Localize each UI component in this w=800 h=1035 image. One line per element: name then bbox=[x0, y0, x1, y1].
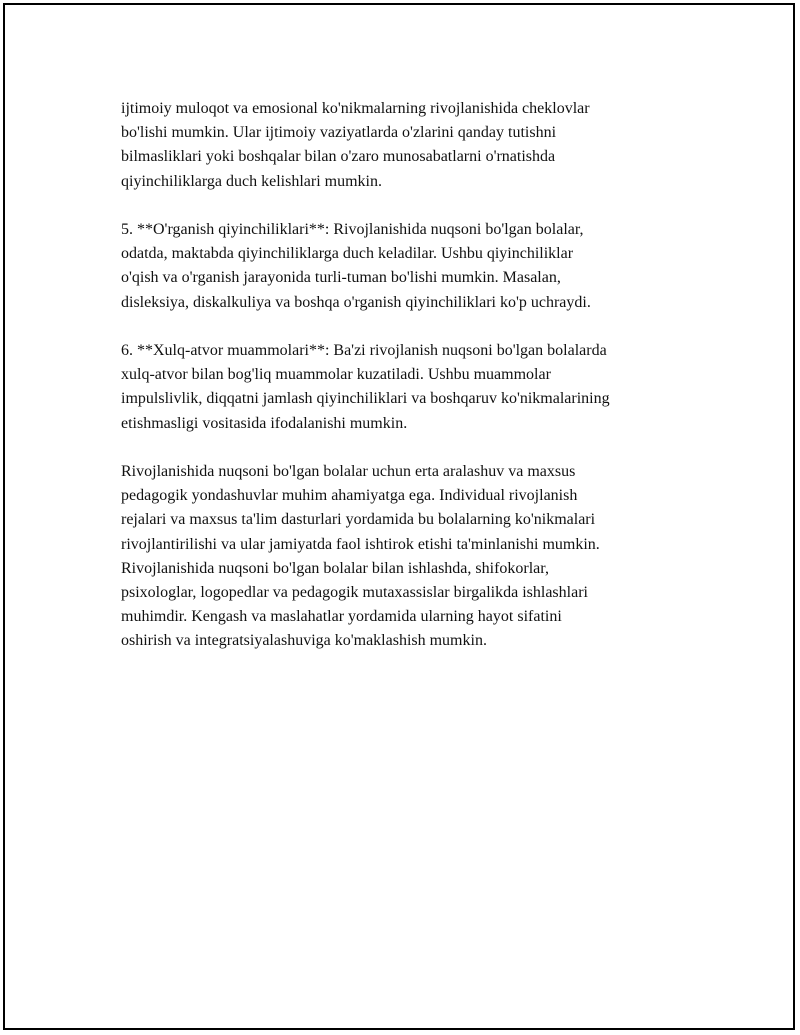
text-line: 6. **Xulq-atvor muammolari**: Ba'zi rivojlanish nuqsoni bo'lgan bolalarda bbox=[121, 342, 607, 359]
text-line: qiyinchiliklarga duch kelishlari mumkin. bbox=[121, 172, 382, 190]
page-frame bbox=[3, 3, 795, 1030]
text-line: etishmasligi vositasida ifodalanishi mumkin. bbox=[121, 414, 408, 432]
text-line: Rivojlanishida nuqsoni bo'lgan bolalar bilan ishlashda, shifokorlar, bbox=[121, 559, 549, 577]
text-line: o'qish va o'rganish jarayonida turli-tuman bo'lishi mumkin. Masalan, bbox=[121, 269, 561, 287]
text-line: bilmasliklari yoki boshqalar bilan o'zaro munosabatlarni o'rnatishda bbox=[121, 148, 556, 166]
text-line: rivojlantirilishi va ular jamiyatda faol ishtirok etishi ta'minlanishi mumkin. bbox=[121, 535, 600, 553]
paragraph-learning-difficulties bbox=[121, 218, 711, 315]
text-line: muhimdir. Kengash va maslahatlar yordamida ularning hayot sifatini bbox=[121, 608, 562, 626]
text-line: impulslivlik, diqqatni jamlash qiyinchiliklari va boshqaruv ko'nikmalarining bbox=[121, 390, 610, 408]
text-line: disleksiya, diskalkuliya va boshqa o'rganish qiyinchiliklari ko'p uchraydi. bbox=[121, 293, 591, 311]
paragraph-behavior-problems bbox=[121, 339, 711, 436]
text-line: xulq-atvor bilan bog'liq muammolar kuzatiladi. Ushbu muammolar bbox=[121, 366, 551, 384]
text-line: pedagogik yondashuvlar muhim ahamiyatga ega. Individual rivojlanish bbox=[121, 487, 578, 505]
text-line: rejalari va maxsus ta'lim dasturlari yordamida bu bolalarning ko'nikmalari bbox=[121, 511, 596, 529]
text-line: ijtimoiy muloqot va emosional ko'nikmalarning rivojlanishida cheklovlar bbox=[121, 100, 590, 117]
text-line: 5. **O'rganish qiyinchiliklari**: Rivojlanishida nuqsoni bo'lgan bolalar, bbox=[121, 221, 584, 238]
paragraph-social-skills bbox=[121, 97, 711, 194]
text-line: Rivojlanishida nuqsoni bo'lgan bolalar uchun erta aralashuv va maxsus bbox=[121, 463, 576, 480]
text-line: odatda, maktabda qiyinchiliklarga duch keladilar. Ushbu qiyinchiliklar bbox=[121, 245, 574, 263]
text-line: bo'lishi mumkin. Ular ijtimoiy vaziyatlarda o'zlarini qanday tutishni bbox=[121, 124, 557, 142]
paragraph-early-intervention bbox=[121, 460, 711, 654]
text-line: psixologlar, logopedlar va pedagogik mutaxassislar birgalikda ishlashlari bbox=[121, 584, 588, 602]
document-body bbox=[121, 97, 711, 678]
text-line: oshirish va integratsiyalashuviga ko'maklashish mumkin. bbox=[121, 632, 487, 650]
